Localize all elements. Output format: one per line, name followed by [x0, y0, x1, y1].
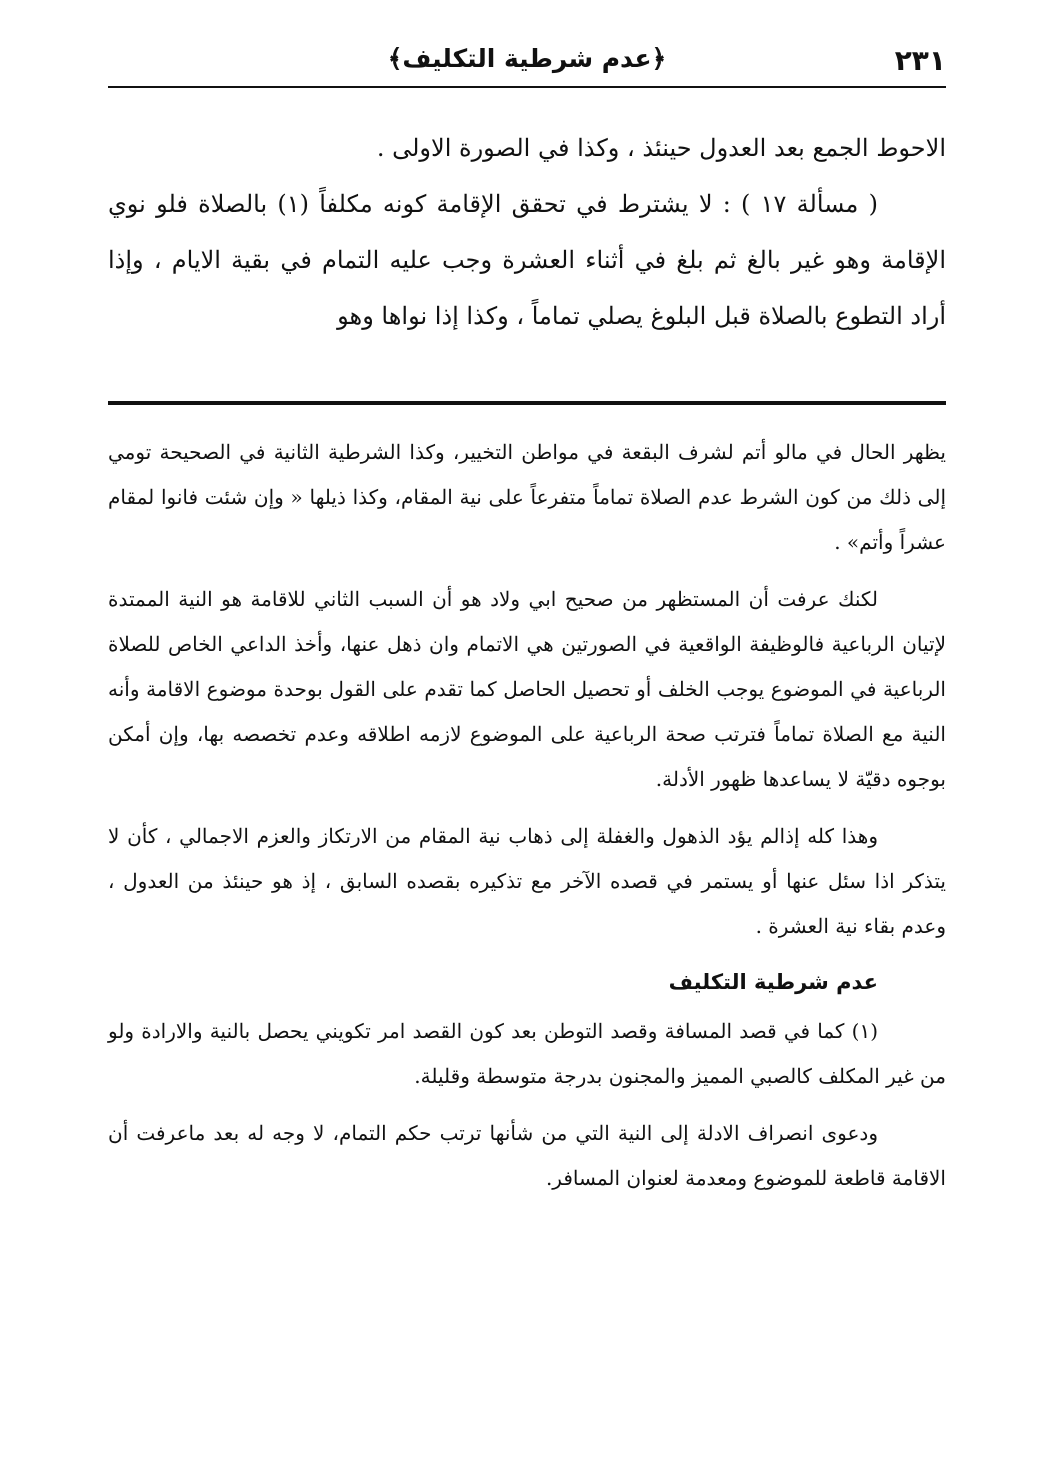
page-header	[108, 34, 946, 88]
footnote-paragraph: وهذا كله إذالم يؤد الذهول والغفلة إلى ذهاب نية المقام من الارتكاز والعزم الاجمالي ، كأن لا يتذكر اذا سئل عنها أو يستمر في قصده الآخر مع تذكيره بقصده السابق ، إذ هو حينئذ من العدول ، وعدم بقاء نية العشرة .	[108, 824, 946, 938]
footnote-subheading: عدم شرطية التكليف	[668, 970, 878, 994]
main-paragraph-issue-17: ( مسألة ١٧ ) : لا يشترط في تحقق الإقامة كونه مكلفاً (١) بالصلاة فلو نوي الإقامة وهو غير بالغ ثم بلغ في أثناء العشرة وجب عليه التمام في بقية الايام ، وإذا أراد التطوع بالصلاة قبل البلوغ يصلي تماماً ، وكذا إذا نواها وهو	[108, 190, 946, 330]
page-number: ٢٣١	[894, 44, 946, 77]
footnote-note-1: (١) كما في قصد المسافة وقصد التوطن بعد كون القصد امر تكويني يحصل بالنية والارادة ولو من غير المكلف كالصبي المميز والمجنون بدرجة متوسطة وقليلة.	[108, 1019, 946, 1088]
main-paragraph: الاحوط الجمع بعد العدول حينئذ ، وكذا في الصورة الاولى .	[376, 134, 946, 162]
book-page	[108, 34, 946, 1454]
footnotes	[108, 430, 946, 1213]
footnote-paragraph: لكنك عرفت أن المستظهر من صحيح ابي ولاد هو أن السبب الثاني للاقامة هو النية الممتدة لإتيان الرباعية فالوظيفة الواقعية في الصورتين هي الاتمام وان ذهل عنها، وأخذ الداعي الخاص للصلاة الرباعية في الموضوع يوجب الخلف أو تحصيل الحاصل كما تقدم على القول بوحدة موضوع الاقامة وأنه النية مع الصلاة تماماً فترتب صحة الرباعية على الموضوع لازمه اطلاقه وعدم تخصصه بها، وإن أمكن بوجوه دقيّة لا يساعدها ظهور الأدلة.	[108, 587, 946, 791]
footnote-divider	[108, 401, 946, 405]
main-text	[108, 120, 946, 344]
running-title: ﴿عدم شرطية التكليف﴾	[387, 44, 667, 73]
footnote-note-1-continued: ودعوى انصراف الادلة إلى النية التي من شأنها ترتب حكم التمام، لا وجه له بعد ماعرفت أن الاقامة قاطعة للموضوع ومعدمة لعنوان المسافر.	[108, 1121, 946, 1190]
footnote-paragraph: يظهر الحال في مالو أتم لشرف البقعة في مواطن التخيير، وكذا الشرطية الثانية في الصحيحة تومي إلى ذلك من كون الشرط عدم الصلاة تماماً متفرعاً على نية المقام، وكذا ذيلها « وإن شئت فانوا لمقام عشراً وأتم» .	[108, 440, 946, 554]
